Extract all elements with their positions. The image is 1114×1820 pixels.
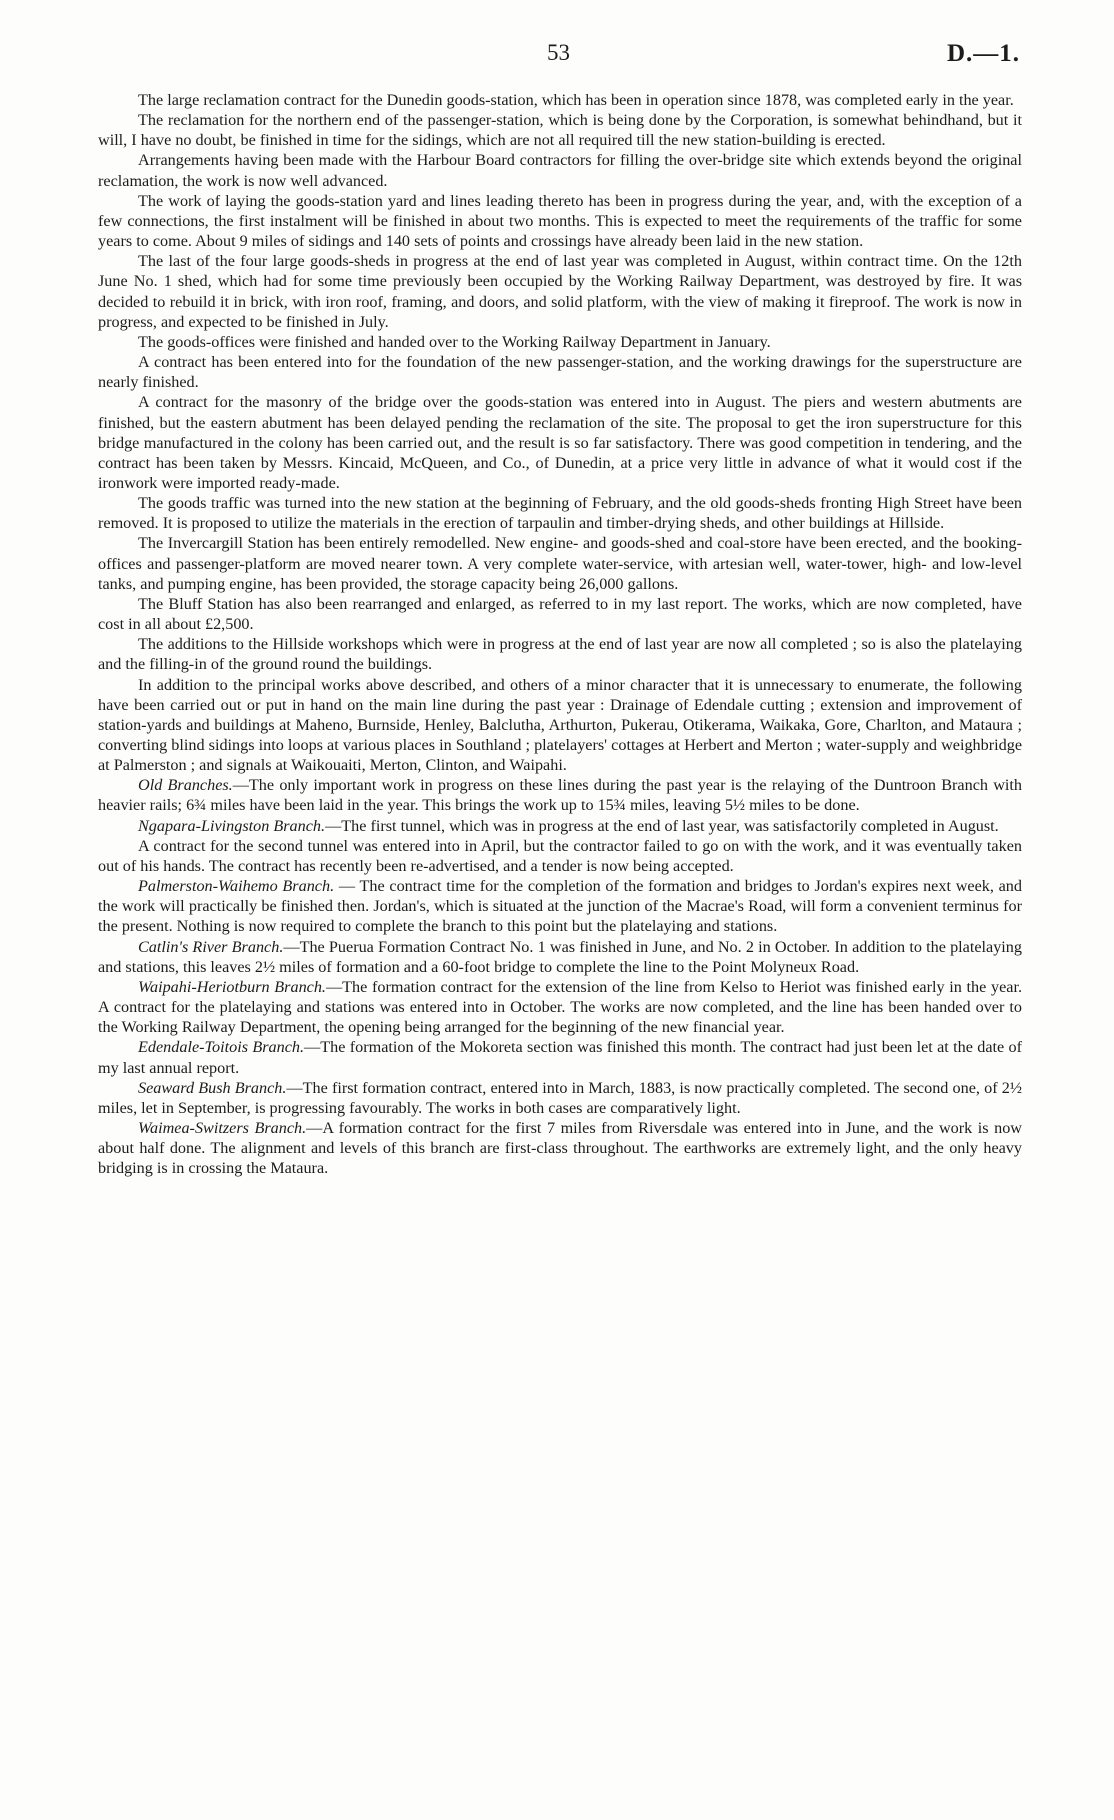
paragraph xyxy=(98,1037,1022,1077)
paragraph xyxy=(98,392,1022,493)
paragraph-text: The Bluff Station has also been rearranged and enlarged, as referred to in my last report. The works, which are now completed, have cost in all about £2,500. xyxy=(98,594,1022,634)
paragraph xyxy=(98,110,1022,150)
section-heading: Waimea-Switzers Branch. xyxy=(138,1118,307,1137)
paragraph-text: A contract for the second tunnel was entered into in April, but the contractor failed to go on with the work, and it was eventually taken out of his hands. The contract has recently been re-advertised, and a tender is now being accepted. xyxy=(98,836,1022,875)
section-heading: Seaward Bush Branch. xyxy=(138,1078,287,1097)
section-heading: Old Branches. xyxy=(138,776,233,795)
paragraph-text: The large reclamation contract for the Dunedin goods-station, which has been in operation since 1878, was completed early in the year. xyxy=(138,91,1014,109)
paragraph-text: —The Puerua Formation Contract No. 1 was finished in June, and No. 2 in October. In addition to the platelaying and stations, this leaves 2½ miles of formation and a 60-foot bridge to complete the line to the Point Molyneux Road. xyxy=(98,937,1022,976)
paragraph xyxy=(98,594,1022,634)
page-header xyxy=(0,40,1114,70)
paragraph-text: The goods-offices were finished and handed over to the Working Railway Department in January. xyxy=(138,332,771,351)
paragraph-text: The additions to the Hillside workshops which were in progress at the end of last year are now all completed ; so is also the platelaying and the filling-in of the ground round the buildings. xyxy=(98,635,1022,674)
section-heading: Catlin's River Branch. xyxy=(138,937,284,956)
paragraph xyxy=(98,634,1022,674)
paragraph xyxy=(98,493,1022,533)
paragraph xyxy=(98,876,1022,936)
paragraph xyxy=(98,90,1022,110)
paragraph xyxy=(98,1118,1022,1178)
paragraph-text: A contract for the masonry of the bridge over the goods-station was entered into in August. The piers and western abutments are finished, but the eastern abutment has been delayed pending the reclamation of the site. The proposal to get the iron superstructure for this bridge manufactured in the colony has been carried out, and the result is so far satisfactory. There was good competition in tendering, and the contract has been taken by Messrs. Kincaid, McQueen, and Co., of Dunedin, at a price very little in advance of what it would cost if the ironwork were imported ready-made. xyxy=(98,393,1022,492)
paragraph xyxy=(98,251,1022,332)
paragraph xyxy=(98,352,1022,392)
section-heading: Edendale-Toitois Branch. xyxy=(138,1038,305,1057)
paragraph xyxy=(98,836,1022,876)
document-reference: D.—1. xyxy=(946,40,1020,67)
paragraph-text: —The formation of the Mokoreta section was finished this month. The contract had just been let at the date of my last annual report. xyxy=(98,1038,1022,1077)
paragraph-text: The goods traffic was turned into the new station at the beginning of February, and the old goods-sheds fronting High Street have been removed. It is proposed to utilize the materials in the erection of tarpaulin and timber-drying sheds, and other buildings at Hillside. xyxy=(98,494,1022,533)
paragraph xyxy=(98,150,1022,190)
paragraph xyxy=(98,977,1022,1037)
paragraph xyxy=(98,533,1022,593)
page-number: 53 xyxy=(547,40,570,65)
paragraph-text: The last of the four large goods-sheds in progress at the end of last year was completed in August, within contract time. On the 12th June No. 1 shed, which had for some time previously been occupied by the Working Railway Department, was destroyed by fire. It was decided to rebuild it in brick, with iron roof, framing, and doors, and solid platform, with the view of making it fireproof. The work is now in progress, and expected to be finished in July. xyxy=(98,252,1022,331)
paragraph-text: —The only important work in progress on these lines during the past year is the relaying of the Duntroon Branch with heavier rails; 6¾ miles have been laid in the year. This brings the work up to 15¾ miles, leaving 5½ miles to be done. xyxy=(98,776,1023,815)
paragraph xyxy=(98,775,1022,815)
paragraph-text: —The formation contract for the extension of the line from Kelso to Heriot was finished early in the year. A contract for the platelaying and stations was entered into in October. The works are now completed, and the line has been handed over to the Working Railway Department, the opening being arranged for the beginning of the new financial year. xyxy=(98,977,1022,1037)
paragraph-text: —The first formation contract, entered into in March, 1883, is now practically completed. The second one, of 2½ miles, let in September, is progressing favourably. The works in both cases are comparatively light. xyxy=(98,1078,1022,1117)
paragraph xyxy=(98,816,1022,836)
paragraph xyxy=(98,332,1022,352)
section-heading: Palmerston-Waihemo Branch. xyxy=(138,877,335,896)
body-text xyxy=(98,90,1022,1178)
paragraph-text: A contract has been entered into for the foundation of the new passenger-station, and the working drawings for the superstructure are nearly finished. xyxy=(98,353,1022,392)
section-heading: Waipahi-Heriotburn Branch. xyxy=(138,977,326,996)
section-heading: Ngapara-Livingston Branch. xyxy=(138,816,326,835)
paragraph-text: The Invercargill Station has been entirely remodelled. New engine- and goods-shed and coal-store have been erected, and the booking-offices and passenger-platform are moved nearer town. A very complete water-service, with artesian well, water-tower, high- and low-level tanks, and pumping engine, has been provided, the storage capacity being 26,000 gallons. xyxy=(98,534,1022,593)
paragraph xyxy=(98,937,1022,977)
paragraph xyxy=(98,675,1022,776)
paragraph xyxy=(98,191,1022,251)
paragraph-text: In addition to the principal works above described, and others of a minor character that it is unnecessary to enumerate, the following have been carried out or put in hand on the main line during the past year : Drainage of Edendale cutting ; extension and improvement of station-yards and buildings at Maheno, Burnside, Henley, Balclutha, Arthurton, Pukerau, Otikerama, Waikaka, Gore, Charlton, and Mataura ; converting blind sidings into loops at various places in Southland ; platelayers' cottages at Herbert and Merton ; water-supply and weighbridge at Palmerston ; and signals at Waikouaiti, Merton, Clinton, and Waipahi. xyxy=(98,675,1022,775)
paragraph-text: The work of laying the goods-station yard and lines leading thereto has been in progress during the year, and, with the exception of a few connections, the first instalment will be finished in about two months. This is expected to meet the requirements of the traffic for some years to come. About 9 miles of sidings and 140 sets of points and crossings have already been laid in the new station. xyxy=(98,191,1022,251)
paragraph-text: Arrangements having been made with the Harbour Board contractors for filling the over-bridge site which extends beyond the original reclamation, the work is now well advanced. xyxy=(98,151,1022,190)
paragraph-text: —A formation contract for the first 7 miles from Riversdale was entered into in June, and the work is now about half done. The alignment and levels of this branch are first-class throughout. The earthworks are extremely light, and the only heavy bridging is in crossing the Mataura. xyxy=(98,1118,1022,1178)
paragraph-text: — The contract time for the completion of the formation and bridges to Jordan's expires next week, and the work will practically be finished then. Jordan's, which is situated at the junction of the Macrae's Road, will form a convenient terminus for the present. Nothing is now required to complete the branch to this point but the platelaying and stations. xyxy=(98,877,1022,936)
paragraph-text: The reclamation for the northern end of the passenger-station, which is being done by the Corporation, is somewhat behindhand, but it will, I have no doubt, be finished in time for the sidings, which are not all required till the new station-building is erected. xyxy=(98,111,1022,150)
paragraph xyxy=(98,1078,1022,1118)
paragraph-text: —The first tunnel, which was in progress at the end of last year, was satisfactorily completed in August. xyxy=(325,816,999,835)
